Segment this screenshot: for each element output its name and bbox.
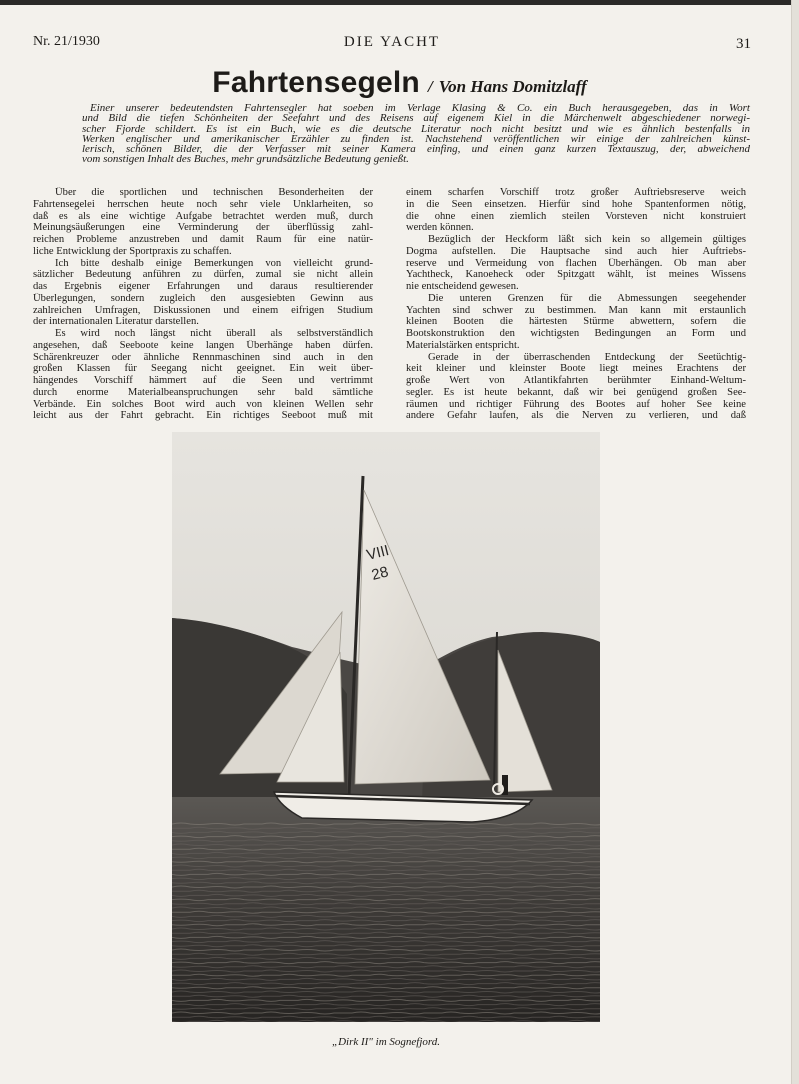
page-top-edge bbox=[0, 0, 799, 5]
text-line: Yachten sind schwer zu bestimmen. Man kann mit erstaunlich bbox=[406, 304, 746, 316]
text-column-right bbox=[406, 187, 746, 422]
text-line: keit kleiner und kleinster Boote liegt meines Erachtens der bbox=[406, 363, 746, 375]
article-heading bbox=[0, 66, 799, 100]
page-right-edge bbox=[792, 0, 799, 1084]
text-line: segler. Es ist heute bekannt, daß wir bei genügend großen See- bbox=[406, 386, 746, 398]
text-line: das Ergebnis eigener Erfahrungen und daraus resultierender bbox=[33, 281, 373, 292]
sail-number-top: VIII bbox=[364, 541, 391, 564]
text-line: Überlegungen, sondern zugleich den ausgesiebten Gewinn aus bbox=[33, 292, 373, 304]
lead-line: scher Fjorde schildert. Es ist ein Buch, wie es die deutsche Literatur noch nicht besitzt und wie es ähnlich bestenfalls in bbox=[82, 122, 750, 135]
text-line: reserve und Vermeidung von flachen Überhängen. Ob man aber bbox=[406, 257, 746, 269]
photo-sailboat bbox=[172, 432, 600, 1022]
text-line: Ich bitte deshalb einige Bemerkungen von vielleicht grund- bbox=[55, 257, 373, 269]
text-line: Bezüglich der Heckform läßt sich kein so allgemein gültiges bbox=[428, 234, 746, 245]
text-line: große Wert von Atlantikfahrten berühmter Einhand-Weltum- bbox=[406, 375, 746, 386]
text-line: in die Seen einsetzen. Hierfür sind hohe Spantenformen nötig, bbox=[406, 198, 746, 210]
running-header bbox=[33, 34, 751, 54]
lead-line: vom sonstigen Inhalt des Buches, mehr grundsätzliche Bedeutung genießt. bbox=[82, 153, 409, 166]
text-line: Schärenkreuzer oder ähnliche Rennmaschinen sind auch in den bbox=[33, 351, 373, 363]
text-line: werden können. bbox=[406, 222, 474, 234]
issue-number: Nr. 21/1930 bbox=[33, 34, 100, 49]
text-line: zahlreichen Umfragen, Diskussionen und einem eifrigen Studium bbox=[33, 304, 373, 316]
text-line: daß es als eine wichtige Aufgabe betrachtet werden muß, durch bbox=[33, 210, 373, 222]
text-line: Dogma aufstellen. Die Hauptsache sind auch hier Auftriebs- bbox=[406, 245, 746, 257]
text-line: sätzlicher Bedeutung anführen zu dürfen, zumal sie nicht allein bbox=[33, 269, 373, 281]
text-line: andere Gefahr laufen, als die Nerven zu verlieren, und daß bbox=[406, 410, 746, 422]
text-line: reichen Probleme anzustreben und damit Raum für eine natür- bbox=[33, 234, 373, 245]
text-line: nie entscheidend gewesen. bbox=[406, 281, 519, 292]
article-title: Fahrtensegeln bbox=[212, 66, 420, 99]
text-line: angesehen, daß Seeboote keine langen Überhänge haben dürfen. bbox=[33, 339, 373, 351]
text-line: der internationalen Literatur darstellen. bbox=[33, 316, 199, 328]
text-line: Es wird noch längst nicht überall als selbstverständlich bbox=[55, 328, 373, 339]
text-column-left bbox=[33, 187, 373, 422]
text-line: hängendes Vorschiff hämmert auf die Seen und vertrimmt bbox=[33, 375, 373, 386]
text-line: kleinen Booten die härtesten Stürme abwettern, sofern die bbox=[406, 316, 746, 328]
text-line: liche Entwicklung der Sportpraxis zu schaffen. bbox=[33, 245, 232, 257]
text-line: Meinungsäußerungen eine Verminderung der überflüssig zahl- bbox=[33, 222, 373, 234]
title-separator: / bbox=[427, 77, 433, 96]
text-line: einem scharfen Vorschiff trotz großer Auftriebsreserve weich bbox=[406, 187, 746, 198]
text-line: Über die sportlichen und technischen Besonderheiten der bbox=[55, 187, 373, 198]
text-line: großen Klassen für Seegang nicht geeignet. Ein weit über- bbox=[33, 363, 373, 375]
text-line: Bootskonstruktion den wichtigsten Bedingungen an Form und bbox=[406, 328, 746, 339]
text-line: räumen und richtiger Führung des Bootes auf hoher See keine bbox=[406, 398, 746, 410]
lead-line: Werken englischer und amerikanischer Erzähler zu finden ist. Nachstehend veröffentlichen wir einige der zahlreichen künst- bbox=[82, 132, 750, 145]
lead-line: lerisch, schönen Bilder, die der Verfasser mit seiner Kamera einfing, und einen ganz kurzen Textauszug, der, abweichend bbox=[82, 143, 750, 156]
lead-paragraph bbox=[82, 103, 750, 165]
text-line: Fahrtensegelei herrschen heute noch sehr viele Unklarheiten, so bbox=[33, 198, 373, 210]
text-line: Yachtheck, Kanoeheck oder Spitzgatt wählt, ist meines Wissens bbox=[406, 269, 746, 281]
text-line: Verbände. Ein solches Boot wird auch von kleinen Wellen sehr bbox=[33, 398, 373, 410]
article-author: Von Hans Domitzlaff bbox=[438, 77, 587, 96]
text-line: Materialstärken entspricht. bbox=[406, 339, 520, 351]
lead-line: und Bild die tiefen Schönheiten der Seefahrt und des Reisens auf eigenem Kiel in die Märchenwelt abgeschiedener norwegi- bbox=[82, 112, 750, 125]
text-line: Gerade in der überraschenden Entdeckung der Seetüchtig- bbox=[428, 351, 746, 363]
sail-number-bottom: 28 bbox=[369, 563, 391, 584]
text-line: die ohne einen ziemlich steilen Vorsteven nicht konstruiert bbox=[406, 210, 746, 222]
photo-caption: „Dirk II" im Sognefjord. bbox=[331, 1036, 441, 1048]
page-number: 31 bbox=[736, 36, 751, 52]
lead-line: Einer unserer bedeutendsten Fahrtensegler hat soeben im Verlage Klasing & Co. ein Buch herausgegeben, das in Wort bbox=[90, 102, 750, 114]
magazine-name: DIE YACHT bbox=[343, 34, 441, 50]
text-line: durch enorme Materialbeanspruchungen sehr bald sämtliche bbox=[33, 386, 373, 398]
text-line: Die unteren Grenzen für die Abmessungen seegehender bbox=[428, 292, 746, 304]
text-line: leicht aus der Fahrt gebracht. Ein richtiges Seeboot muß mit bbox=[33, 410, 373, 422]
